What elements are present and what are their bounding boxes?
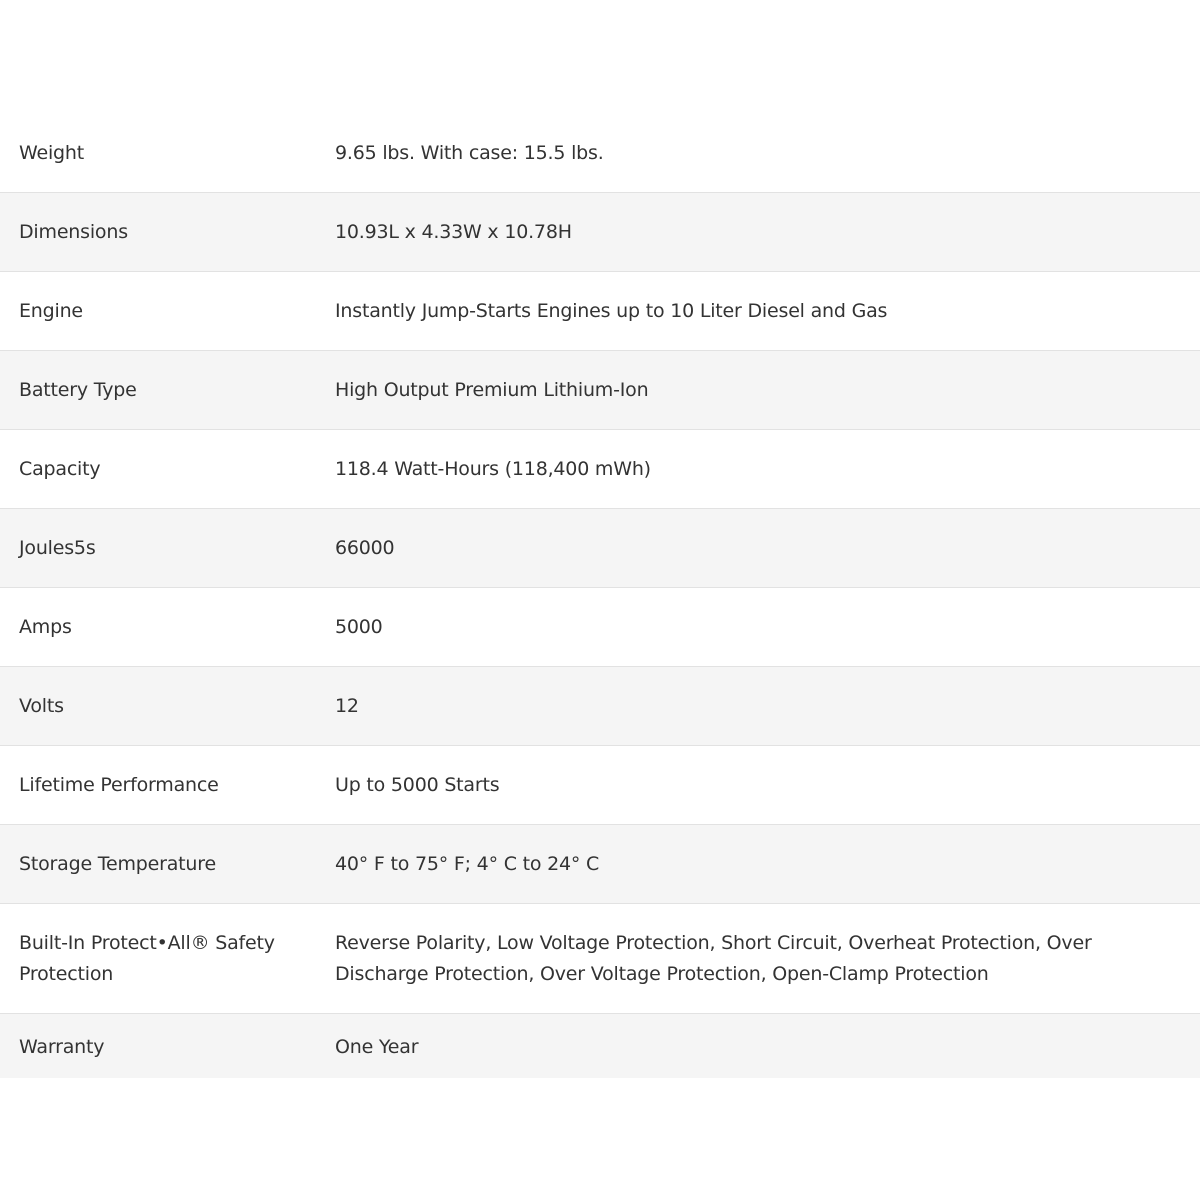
spec-label: Dimensions [19, 220, 128, 243]
spec-label: Joules5s [19, 536, 96, 559]
spec-value: 5000 [335, 615, 383, 638]
spec-value: 40° F to 75° F; 4° C to 24° C [335, 852, 600, 875]
spec-value: Reverse Polarity, Low Voltage Protection, Short Circuit, Overheat Protection, Over Discharge Protection, Over Voltage Protection, Open-Clamp Protection [335, 931, 1092, 985]
spec-row-safety-protection [0, 904, 1200, 1014]
spec-row-volts [0, 667, 1200, 746]
spec-row-engine [0, 272, 1200, 351]
spec-label: Storage Temperature [19, 852, 216, 875]
spec-label: Amps [19, 615, 72, 638]
spec-row-lifetime-performance [0, 746, 1200, 825]
spec-label: Volts [19, 694, 64, 717]
spec-label: Weight [19, 141, 84, 164]
spec-row-capacity [0, 430, 1200, 509]
spec-label: Battery Type [19, 378, 137, 401]
spec-row-battery-type [0, 351, 1200, 430]
spec-value: 12 [335, 694, 359, 717]
spec-value: 9.65 lbs. With case: 15.5 lbs. [335, 141, 604, 164]
spec-row-storage-temperature [0, 825, 1200, 904]
spec-label: Engine [19, 299, 83, 322]
spec-table [0, 114, 1200, 1078]
spec-value: High Output Premium Lithium-Ion [335, 378, 649, 401]
spec-row-weight [0, 114, 1200, 193]
spec-row-warranty [0, 1014, 1200, 1079]
spec-value: 10.93L x 4.33W x 10.78H [335, 220, 572, 243]
spec-row-joules [0, 509, 1200, 588]
spec-value: Instantly Jump-Starts Engines up to 10 Liter Diesel and Gas [335, 299, 888, 322]
spec-value: One Year [335, 1035, 419, 1058]
spec-label: Built-In Protect•All® Safety Protection [19, 931, 275, 985]
spec-row-amps [0, 588, 1200, 667]
spec-value: 66000 [335, 536, 395, 559]
spec-label: Lifetime Performance [19, 773, 219, 796]
spec-label: Capacity [19, 457, 101, 480]
spec-value: Up to 5000 Starts [335, 773, 500, 796]
spec-label: Warranty [19, 1035, 105, 1058]
spec-row-dimensions [0, 193, 1200, 272]
spec-value: 118.4 Watt-Hours (118,400 mWh) [335, 457, 651, 480]
